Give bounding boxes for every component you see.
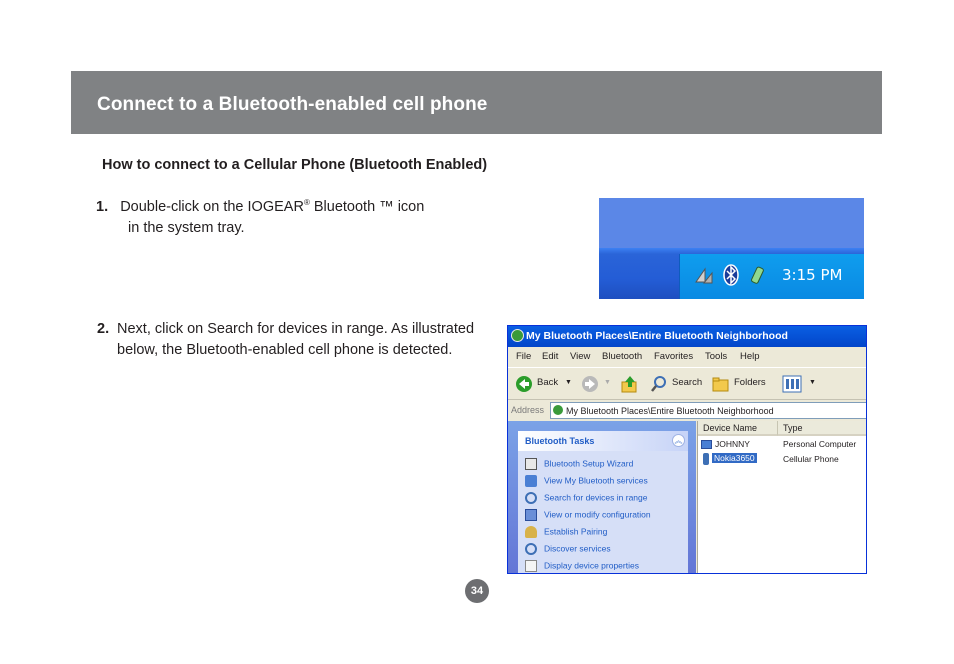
task-search-devices[interactable]: Search for devices in range [525,492,647,504]
search-icon[interactable] [650,375,668,393]
back-arrow-icon[interactable] [515,375,533,393]
section-banner [71,71,882,134]
bluetooth-icon[interactable] [720,264,742,286]
step-2 [97,319,477,361]
phone-icon [703,453,709,465]
task-pane [508,421,696,574]
system-tray-screenshot [599,198,864,299]
menu-favorites[interactable]: Favorites [654,351,694,362]
menu-file[interactable]: File [516,351,532,362]
task-view-services[interactable]: View My Bluetooth services [525,475,648,487]
step-1-number: 1. [96,199,109,215]
task-setup-wizard[interactable]: Bluetooth Setup Wizard [525,458,633,470]
menu-bar [508,347,866,367]
computer-icon [525,475,537,487]
folders-icon[interactable] [712,375,730,393]
up-folder-icon[interactable] [620,374,640,394]
bluetooth-tasks-header[interactable] [518,431,688,451]
menu-help[interactable]: Help [740,351,760,362]
explorer-window-screenshot [507,325,867,574]
phone-icon[interactable] [746,264,768,286]
task-device-properties[interactable]: Display device properties [525,560,639,572]
menu-tools[interactable]: Tools [705,351,728,362]
folders-button-label[interactable]: Folders [734,377,766,388]
forward-arrow-icon[interactable] [581,375,599,393]
step-2-text: Next, click on Search for devices in range. As illustrated below, the Bluetooth-enabled cell phone is detected. [117,321,475,358]
wizard-icon [525,458,537,470]
bluetooth-tasks-panel [518,431,688,574]
collapse-chevron-icon[interactable]: ︽ [672,434,685,447]
column-device-name[interactable]: Device Name [698,421,778,436]
registered-mark: ® [303,198,310,207]
toolbar [508,367,866,400]
bluetooth-places-icon [553,405,563,415]
page-number: 34 [465,579,489,603]
address-field[interactable] [550,402,867,419]
menu-view[interactable]: View [570,351,591,362]
pairing-icon [525,526,537,538]
search-icon [525,492,537,504]
column-type[interactable]: Type [778,421,867,436]
device-list: Device Name Type JOHNNY Personal Computer Nokia3650 Cellular Phone [697,421,867,574]
window-title: My Bluetooth Places\Entire Bluetooth Neighborhood [526,330,788,342]
task-establish-pairing[interactable]: Establish Pairing [525,526,607,538]
properties-icon [525,560,537,572]
back-dropdown-icon[interactable]: ▼ [565,379,572,386]
computer-icon [701,440,712,449]
back-button-label[interactable]: Back [537,377,559,388]
views-dropdown-icon[interactable]: ▼ [809,379,816,386]
step-1-text: Double-click on the IOGEAR [120,199,304,215]
subheading: How to connect to a Cellular Phone (Bluetooth Enabled) [102,157,488,173]
step-1-text-cont: Bluetooth ™ icon [309,199,425,215]
section-title: Connect to a Bluetooth-enabled cell phone [97,94,488,115]
address-value: My Bluetooth Places\Entire Bluetooth Neighborhood [566,406,774,416]
step-2-number: 2. [97,321,110,337]
bluetooth-tasks-title: Bluetooth Tasks [525,436,595,446]
step-1-line2: in the system tray. [128,220,245,236]
clock: 3:15 PM [782,266,843,284]
address-label: Address [511,405,545,415]
configuration-icon [525,509,537,521]
task-modify-configuration[interactable]: View or modify configuration [525,509,651,521]
views-icon[interactable] [782,375,802,393]
network-icon[interactable] [693,264,715,286]
forward-dropdown-icon[interactable]: ▼ [604,379,611,386]
menu-edit[interactable]: Edit [542,351,559,362]
title-bar [508,326,866,347]
bluetooth-places-icon [511,329,524,342]
search-button-label[interactable]: Search [672,377,703,388]
desktop-background [599,198,864,248]
address-bar [508,400,866,421]
step-1 [96,192,496,239]
menu-bluetooth[interactable]: Bluetooth [602,351,643,362]
task-discover-services[interactable]: Discover services [525,543,611,555]
discover-icon [525,543,537,555]
